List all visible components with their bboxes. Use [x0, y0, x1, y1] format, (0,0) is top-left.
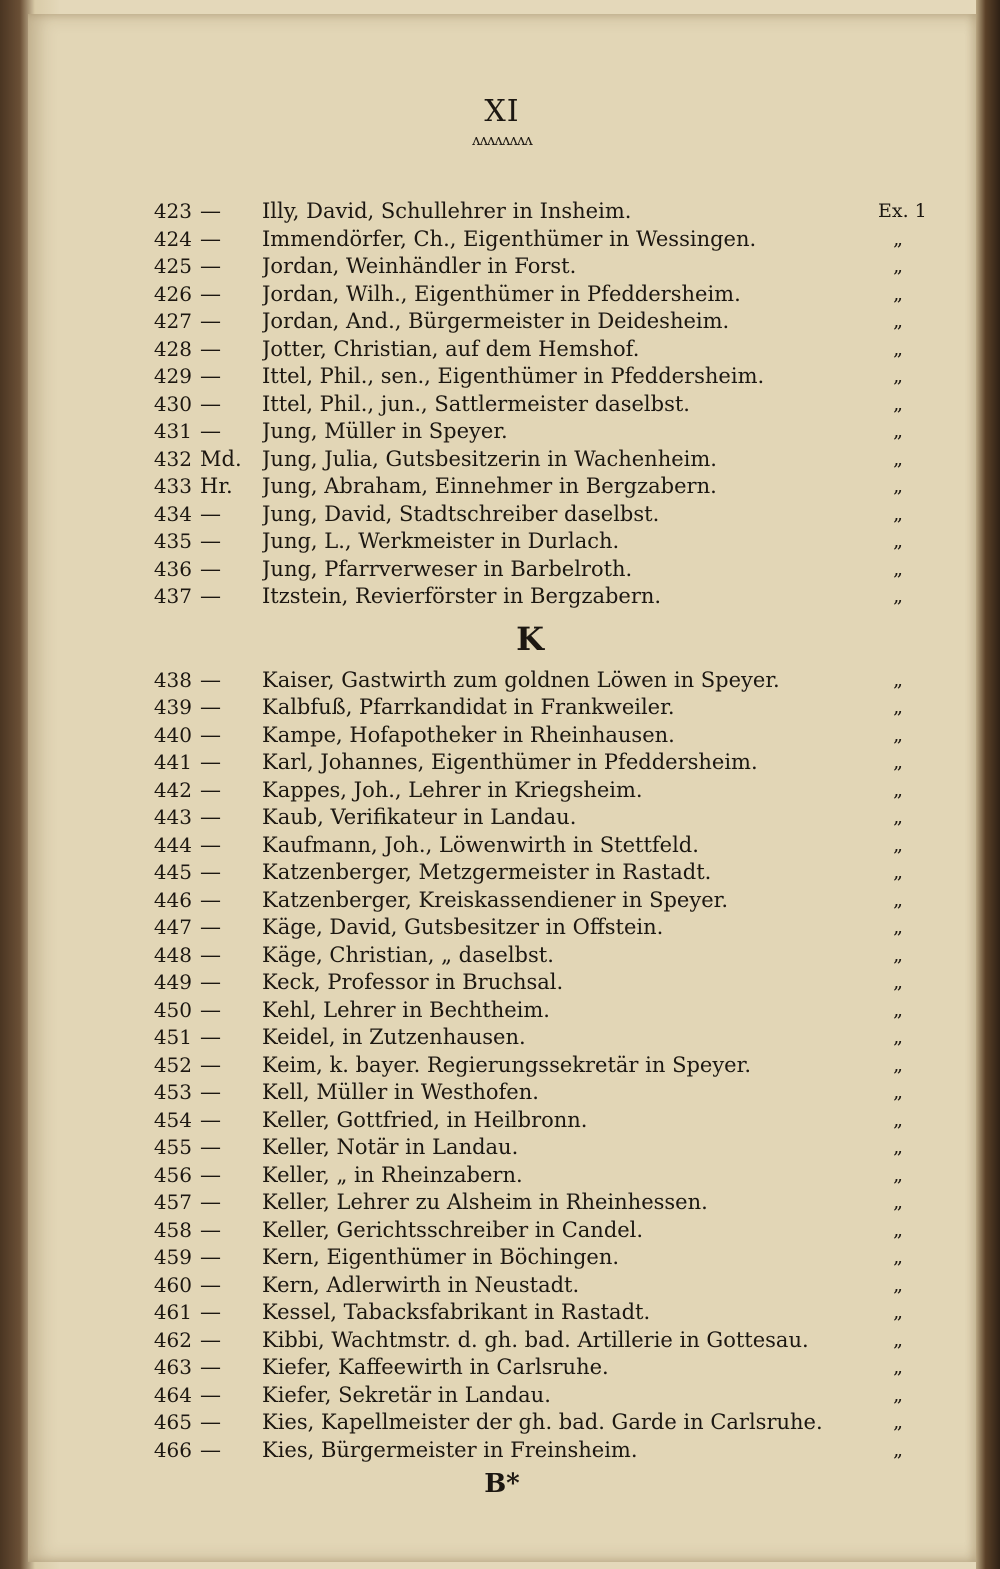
entry-quantity: „	[893, 1383, 903, 1406]
page-number: XI	[484, 94, 520, 129]
entry-quantity: „	[893, 475, 903, 497]
entry-quantity: „	[893, 365, 903, 387]
section-letter-k: K	[516, 619, 544, 658]
entry-prefix: —	[200, 1052, 221, 1077]
entry-prefix: —	[200, 1162, 221, 1187]
entry-number: 441	[153, 750, 192, 774]
list-item	[130, 473, 930, 501]
entry-prefix: —	[200, 832, 221, 857]
entry-prefix: —	[200, 1107, 221, 1132]
list-item	[130, 391, 930, 419]
list-item	[130, 859, 930, 887]
entry-number: 464	[153, 1382, 192, 1407]
entry-number: 463	[153, 1355, 192, 1379]
entry-number: 466	[153, 1437, 192, 1462]
entry-name: Jordan, And., Bürgermeister in Deidesheim.	[262, 309, 730, 333]
entry-prefix: —	[200, 1300, 221, 1324]
entry-name: Kern, Adlerwirth in Neustadt.	[262, 1272, 580, 1297]
entry-name: Kappes, Joh., Lehrer in Kriegsheim.	[262, 777, 643, 802]
entry-quantity: „	[893, 1301, 903, 1323]
entry-name: Itzstein, Revierförster in Bergzabern.	[262, 584, 662, 608]
entry-number: 448	[153, 942, 192, 967]
entry-quantity: „	[893, 557, 903, 580]
entry-name: Kaufmann, Joh., Löwenwirth in Stettfeld.	[262, 832, 699, 857]
entry-quantity: „	[893, 888, 903, 911]
entry-quantity: „	[893, 916, 903, 938]
entry-quantity: „	[893, 1218, 903, 1241]
entry-quantity: „	[893, 1108, 903, 1131]
entry-quantity: „	[893, 1328, 903, 1351]
entry-prefix: —	[200, 529, 221, 553]
entry-number: 445	[153, 860, 192, 884]
list-item	[130, 1134, 930, 1162]
entry-name: Jotter, Christian, auf dem Hemshof.	[262, 336, 640, 361]
signature-mark: B*	[484, 1469, 520, 1499]
entry-number: 430	[153, 391, 192, 416]
entry-number: 429	[153, 364, 192, 388]
entry-quantity: „	[893, 723, 903, 746]
entry-name: Käge, David, Gutsbesitzer in Offstein.	[262, 915, 664, 939]
entry-name: Keller, Gerichtsschreiber in Candel.	[262, 1217, 644, 1242]
entry-number: 461	[153, 1300, 192, 1324]
entry-number: 425	[153, 254, 192, 278]
entry-number: 426	[153, 281, 192, 306]
list-item	[130, 446, 930, 474]
entry-quantity: „	[893, 282, 903, 305]
entry-name: Ittel, Phil., jun., Sattlermeister daselbst.	[262, 391, 690, 416]
entry-prefix: —	[200, 1327, 221, 1352]
entries-group-i	[130, 198, 930, 611]
entry-prefix: —	[200, 667, 221, 692]
entry-name: Jung, Julia, Gutsbesitzerin in Wachenheim.	[262, 446, 717, 471]
entry-name: Illy, David, Schullehrer in Insheim.	[262, 199, 632, 223]
entry-name: Kessel, Tabacksfabrikant in Rastadt.	[262, 1300, 651, 1324]
entry-prefix: —	[200, 419, 221, 443]
list-item	[130, 914, 930, 942]
list-item	[130, 1244, 930, 1272]
entry-name: Jordan, Weinhändler in Forst.	[262, 254, 577, 278]
entry-quantity: „	[893, 1026, 903, 1048]
entry-name: Jung, David, Stadtschreiber daselbst.	[262, 501, 660, 526]
entry-number: 447	[153, 915, 192, 939]
entry-number: 435	[153, 529, 192, 553]
entry-prefix: —	[200, 584, 221, 608]
entry-quantity: „	[893, 255, 903, 277]
list-item	[130, 1079, 930, 1107]
entry-prefix: —	[200, 860, 221, 884]
entry-name: Keller, Notär in Landau.	[262, 1135, 519, 1159]
entry-quantity: „	[893, 971, 903, 993]
list-item	[130, 1024, 930, 1052]
entry-name: Kalbfuß, Pfarrkandidat in Frankweiler.	[262, 695, 675, 719]
entry-number: 431	[153, 419, 192, 443]
list-item	[130, 198, 930, 226]
list-item	[130, 336, 930, 364]
entry-name: Immendörfer, Ch., Eigenthümer in Wessingen.	[262, 226, 757, 251]
entry-name: Keller, „ in Rheinzabern.	[262, 1162, 523, 1187]
entry-quantity: „	[893, 585, 903, 607]
entry-number: 423	[153, 199, 192, 223]
header-ornament: ʌʌʌʌʌʌʌʌ	[472, 131, 532, 149]
entry-name: Keck, Professor in Bruchsal.	[262, 970, 564, 994]
entry-quantity: „	[893, 337, 903, 360]
entry-name: Katzenberger, Kreiskassendiener in Speyer.	[262, 887, 729, 912]
list-item	[130, 363, 930, 391]
entry-name: Kiefer, Sekretär in Landau.	[262, 1382, 551, 1407]
entry-number: 444	[153, 832, 192, 857]
entry-name: Kies, Kapellmeister der gh. bad. Garde in Carlsruhe.	[262, 1410, 823, 1434]
entry-quantity: „	[893, 1163, 903, 1186]
entry-prefix: —	[200, 336, 221, 361]
entry-name: Ittel, Phil., sen., Eigenthümer in Pfeddersheim.	[262, 364, 765, 388]
entries-group-k	[130, 667, 930, 1465]
entry-number: 450	[153, 997, 192, 1022]
entry-number: 440	[153, 722, 192, 747]
entry-name: Kell, Müller in Westhofen.	[262, 1080, 539, 1104]
entry-number: 457	[153, 1190, 192, 1214]
entry-name: Jung, L., Werkmeister in Durlach.	[262, 529, 620, 553]
entry-name: Kaiser, Gastwirth zum goldnen Löwen in Speyer.	[262, 667, 780, 692]
entry-number: 453	[153, 1080, 192, 1104]
entry-prefix: —	[200, 1410, 221, 1434]
entry-prefix: —	[200, 915, 221, 939]
entry-prefix: —	[200, 997, 221, 1022]
entry-prefix: Md.	[200, 446, 242, 471]
entry-prefix: —	[200, 750, 221, 774]
entry-prefix: Hr.	[200, 474, 233, 498]
entry-number: 455	[153, 1135, 192, 1159]
entry-quantity: „	[893, 998, 903, 1021]
subscriber-list	[130, 198, 930, 1464]
list-item	[130, 997, 930, 1025]
entry-quantity: „	[893, 227, 903, 250]
entry-number: 433	[153, 474, 192, 498]
entry-prefix: —	[200, 556, 221, 581]
entry-name: Jung, Abraham, Einnehmer in Bergzabern.	[262, 474, 717, 498]
entry-quantity: „	[893, 833, 903, 856]
list-item	[130, 583, 930, 611]
list-item	[130, 1217, 930, 1245]
entry-quantity: „	[893, 392, 903, 415]
entry-quantity: „	[893, 1136, 903, 1158]
entry-name: Jung, Müller in Speyer.	[262, 419, 508, 443]
entry-quantity: „	[893, 420, 903, 442]
entry-number: 443	[153, 805, 192, 829]
entry-prefix: —	[200, 254, 221, 278]
entry-name: Kies, Bürgermeister in Freinsheim.	[262, 1437, 638, 1462]
list-item	[130, 1409, 930, 1437]
entry-name: Kaub, Verifikateur in Landau.	[262, 805, 577, 829]
list-item	[130, 804, 930, 832]
entry-quantity: „	[893, 502, 903, 525]
entry-number: 437	[153, 584, 192, 608]
list-item	[130, 281, 930, 309]
entry-quantity: „	[893, 447, 903, 470]
entry-number: 442	[153, 777, 192, 802]
entry-prefix: —	[200, 1245, 221, 1269]
entry-prefix: —	[200, 199, 221, 223]
list-item	[130, 942, 930, 970]
list-item	[130, 253, 930, 281]
entry-number: 460	[153, 1272, 192, 1297]
entry-number: 434	[153, 501, 192, 526]
list-item	[130, 777, 930, 805]
entry-name: Kehl, Lehrer in Bechtheim.	[262, 997, 550, 1022]
list-item	[130, 694, 930, 722]
entry-name: Keidel, in Zutzenhausen.	[262, 1025, 526, 1049]
list-item	[130, 308, 930, 336]
entry-prefix: —	[200, 1382, 221, 1407]
entry-quantity: „	[893, 530, 903, 552]
entry-name: Keller, Lehrer zu Alsheim in Rheinhessen.	[262, 1190, 708, 1214]
entry-name: Kibbi, Wachtmstr. d. gh. bad. Artillerie in Gottesau.	[262, 1327, 809, 1352]
entry-quantity: „	[893, 861, 903, 883]
list-item	[130, 887, 930, 915]
entry-number: 428	[153, 336, 192, 361]
entry-prefix: —	[200, 501, 221, 526]
entry-prefix: —	[200, 364, 221, 388]
list-item	[130, 969, 930, 997]
entry-name: Karl, Johannes, Eigenthümer in Pfeddersheim.	[262, 750, 758, 774]
entry-number: 439	[153, 695, 192, 719]
entry-quantity: „	[893, 696, 903, 718]
entry-name: Kern, Eigenthümer in Böchingen.	[262, 1245, 620, 1269]
list-item	[130, 1327, 930, 1355]
entry-prefix: —	[200, 1217, 221, 1242]
list-item	[130, 1382, 930, 1410]
entry-name: Keller, Gottfried, in Heilbronn.	[262, 1107, 588, 1132]
entry-prefix: —	[200, 309, 221, 333]
list-item	[130, 1354, 930, 1382]
entry-name: Keim, k. bayer. Regierungssekretär in Speyer.	[262, 1052, 752, 1077]
entry-number: 424	[153, 226, 192, 251]
entry-prefix: —	[200, 281, 221, 306]
entry-prefix: —	[200, 1025, 221, 1049]
entry-number: 432	[153, 446, 192, 471]
entry-number: 459	[153, 1245, 192, 1269]
list-item	[130, 1299, 930, 1327]
entry-quantity: „	[893, 1273, 903, 1296]
list-item	[130, 1272, 930, 1300]
entry-prefix: —	[200, 942, 221, 967]
entry-prefix: —	[200, 1272, 221, 1297]
entry-prefix: —	[200, 1190, 221, 1214]
list-item	[130, 667, 930, 695]
page-header	[28, 94, 976, 149]
entry-name: Kampe, Hofapotheker in Rheinhausen.	[262, 722, 675, 747]
entry-quantity: „	[893, 1411, 903, 1433]
entry-prefix: —	[200, 970, 221, 994]
list-item	[130, 832, 930, 860]
list-item	[130, 556, 930, 584]
book-page	[28, 14, 976, 1562]
entry-prefix: —	[200, 887, 221, 912]
entry-number: 451	[153, 1025, 192, 1049]
entry-quantity: „	[893, 1438, 903, 1461]
entry-number: 427	[153, 309, 192, 333]
list-item	[130, 528, 930, 556]
entry-prefix: —	[200, 805, 221, 829]
list-item	[130, 722, 930, 750]
entry-prefix: —	[200, 695, 221, 719]
entry-prefix: —	[200, 722, 221, 747]
entry-prefix: —	[200, 1437, 221, 1462]
list-item	[130, 1052, 930, 1080]
entry-number: 456	[153, 1162, 192, 1187]
entry-number: 465	[153, 1410, 192, 1434]
entry-name: Katzenberger, Metzgermeister in Rastadt.	[262, 860, 712, 884]
entry-number: 454	[153, 1107, 192, 1132]
entry-quantity: „	[893, 1081, 903, 1103]
entry-name: Käge, Christian, „ daselbst.	[262, 942, 554, 967]
entry-prefix: —	[200, 1080, 221, 1104]
entry-prefix: —	[200, 777, 221, 802]
entry-number: 446	[153, 887, 192, 912]
book-edge	[976, 0, 1000, 1569]
entry-quantity: „	[893, 806, 903, 828]
entry-quantity: „	[893, 668, 903, 691]
entry-quantity: „	[893, 1053, 903, 1076]
entry-quantity: „	[893, 1246, 903, 1268]
entry-quantity: „	[893, 778, 903, 801]
entry-prefix: —	[200, 391, 221, 416]
entry-number: 452	[153, 1052, 192, 1077]
list-item	[130, 1162, 930, 1190]
entry-name: Kiefer, Kaffeewirth in Carlsruhe.	[262, 1355, 609, 1379]
entry-prefix: —	[200, 226, 221, 251]
list-item	[130, 226, 930, 254]
entry-number: 449	[153, 970, 192, 994]
entry-quantity: „	[893, 1191, 903, 1213]
entry-number: 462	[153, 1327, 192, 1352]
entry-quantity: „	[893, 943, 903, 966]
list-item	[130, 1437, 930, 1465]
list-item	[130, 749, 930, 777]
entry-quantity: Ex. 1	[878, 200, 927, 222]
list-item	[130, 501, 930, 529]
list-item	[130, 1189, 930, 1217]
list-item	[130, 418, 930, 446]
entry-name: Jordan, Wilh., Eigenthümer in Pfeddersheim.	[262, 281, 741, 306]
entry-quantity: „	[893, 310, 903, 332]
list-item	[130, 1107, 930, 1135]
entry-quantity: „	[893, 1356, 903, 1378]
entry-prefix: —	[200, 1135, 221, 1159]
entry-number: 438	[153, 667, 192, 692]
entry-number: 458	[153, 1217, 192, 1242]
entry-prefix: —	[200, 1355, 221, 1379]
entry-quantity: „	[893, 751, 903, 773]
entry-number: 436	[153, 556, 192, 581]
entry-name: Jung, Pfarrverweser in Barbelroth.	[262, 556, 633, 581]
